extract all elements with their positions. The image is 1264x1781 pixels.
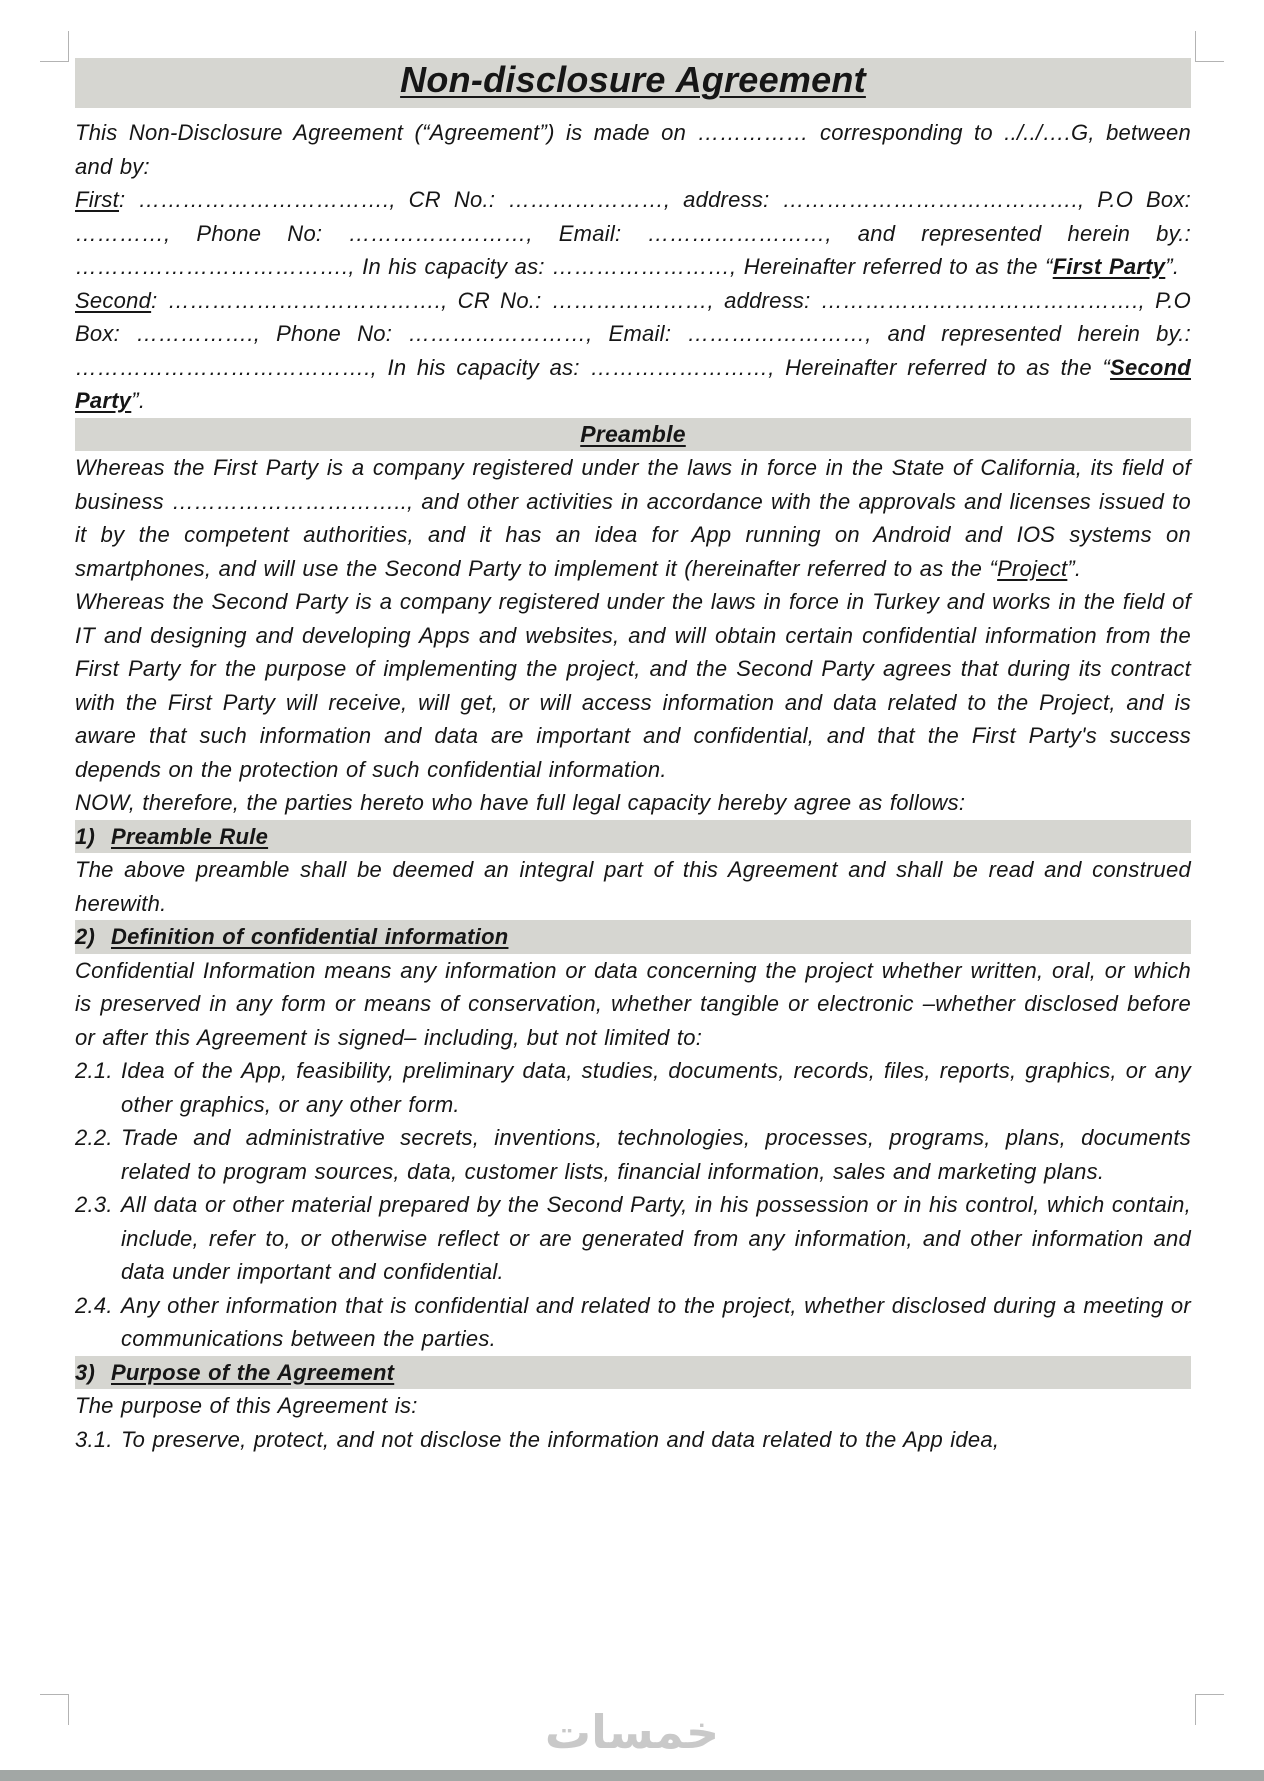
first-party-label: First xyxy=(75,187,120,212)
document-content xyxy=(75,58,1191,1456)
first-party-details: : ……………………………., CR No.: …………………, address: …………………………………., P.O Box: …………, Phone No: ……………………, Email: ……………………, and represented herein by.: ………………………………., In his capacity as: ……………………, Hereinafter referred to as the “ xyxy=(75,187,1191,279)
section-3-heading xyxy=(75,1356,1191,1390)
section-2-body-text: Confidential Information means any information or data concerning the project whether written, oral, or which is preserved in any form or means of conservation, whether tangible or electronic –whether disclosed before or after this Agreement is signed– including, but not limited to: xyxy=(75,957,1191,1050)
list-item-3-1-text: To preserve, protect, and not disclose the information and data related to the App idea, xyxy=(121,1426,1000,1452)
intro-paragraph xyxy=(75,116,1191,183)
document-title: Non-disclosure Agreement xyxy=(400,59,866,100)
list-item-2-4-marker: 2.4. xyxy=(75,1292,113,1318)
whereas-first-party-paragraph xyxy=(75,451,1191,585)
section-2-number: 2) xyxy=(75,924,96,949)
watermark-khamsat: خمسات xyxy=(544,1705,720,1759)
now-therefore-clause xyxy=(75,786,1191,820)
second-party-label: Second xyxy=(75,287,152,313)
section-3-number: 3) xyxy=(75,1359,96,1385)
list-item-2-1-marker: 2.1. xyxy=(75,1058,113,1083)
list-item-2-1-text: Idea of the App, feasibility, preliminary data, studies, documents, records, files, reports, graphics, or any other graphics, or any other form. xyxy=(121,1058,1191,1117)
document-title-band xyxy=(75,58,1191,108)
list-item-2-3-marker: 2.3. xyxy=(75,1192,113,1217)
list-item-3-1-marker: 3.1. xyxy=(75,1426,113,1452)
second-party-details: : ………………………………., CR No.: …………………, address: ……………………………………., P.O Box: ……………., Phone No: ……………………, Email: ……………………, and represented herein by.: …………………………………., In his capacity as: ……………………, Hereinafter referred to as the “ xyxy=(75,287,1191,380)
preamble-heading: Preamble xyxy=(580,420,686,447)
project-term: Project xyxy=(997,555,1068,581)
footer-bar xyxy=(0,1770,1264,1781)
list-item-2-2-marker: 2.2. xyxy=(75,1125,113,1150)
list-item-2-4 xyxy=(75,1289,1191,1356)
crop-mark-top-right xyxy=(1195,31,1224,62)
intro-text: This Non-Disclosure Agreement (“Agreement”) is made on …………… corresponding to ../../….G, between and by: xyxy=(75,120,1191,179)
section-2-body xyxy=(75,954,1191,1055)
section-3-body xyxy=(75,1389,1191,1423)
section-2-title: Definition of confidential information xyxy=(111,924,509,949)
section-1-heading xyxy=(75,820,1191,854)
list-item-3-1 xyxy=(75,1423,1191,1457)
whereas-second-text: Whereas the Second Party is a company registered under the laws in force in Turkey and works in the field of IT and designing and developing Apps and websites, and will obtain certain confidential information from the First Party for the purpose of implementing the project, and the Second Party agrees that during its contract with the First Party will receive, will get, or will access information and data related to the Project, and is aware that such information and data are important and confidential, and that the First Party's success depends on the protection of such confidential information. xyxy=(75,589,1191,782)
first-party-name: First Party xyxy=(1052,254,1166,279)
section-1-body-text: The above preamble shall be deemed an integral part of this Agreement and shall be read and construed herewith. xyxy=(75,857,1191,916)
section-2-heading xyxy=(75,920,1191,954)
crop-mark-top-left xyxy=(40,31,69,62)
second-party-clause xyxy=(75,284,1191,418)
now-therefore-text: NOW, therefore, the parties hereto who have full legal capacity hereby agree as follows: xyxy=(75,790,966,815)
section-1-body xyxy=(75,853,1191,920)
list-item-2-3 xyxy=(75,1188,1191,1289)
list-item-2-1 xyxy=(75,1054,1191,1121)
section-3-title: Purpose of the Agreement xyxy=(111,1359,395,1385)
first-party-clause xyxy=(75,183,1191,284)
list-item-2-2 xyxy=(75,1121,1191,1188)
section-1-title: Preamble Rule xyxy=(111,823,269,849)
section-3-body-text: The purpose of this Agreement is: xyxy=(75,1393,418,1418)
second-party-name: Second Party xyxy=(75,354,1191,413)
list-item-2-4-text: Any other information that is confidential and related to the project, whether disclosed during a meeting or communications between the parties. xyxy=(121,1292,1191,1351)
second-party-tail: ”. xyxy=(131,388,146,413)
first-party-tail: ”. xyxy=(1165,254,1180,279)
whereas-second-party-paragraph xyxy=(75,585,1191,786)
section-1-number: 1) xyxy=(75,823,96,849)
whereas-first-tail: ”. xyxy=(1067,555,1082,581)
preamble-heading-band xyxy=(75,418,1191,452)
list-item-2-2-text: Trade and administrative secrets, inventions, technologies, processes, programs, plans, documents related to program sources, data, customer lists, financial information, sales and marketing plans. xyxy=(121,1125,1191,1184)
whereas-first-text: Whereas the First Party is a company registered under the laws in force in the State of California, its field of business ………………………….., and other activities in accordance with the approvals and licenses issued to it by the competent authorities, and it has an idea for App running on Android and IOS systems on smartphones, and will use the Second Party to implement it (hereinafter referred to as the “ xyxy=(75,455,1191,581)
list-item-2-3-text: All data or other material prepared by the Second Party, in his possession or in his control, which contain, include, refer to, or otherwise reflect or are generated from any information, and other information and data under important and confidential. xyxy=(121,1192,1191,1284)
